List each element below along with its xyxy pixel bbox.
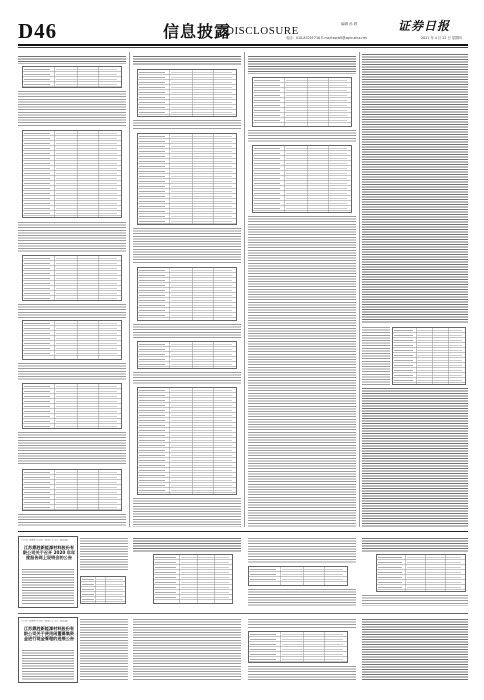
data-table: [22, 130, 122, 218]
column-divider: [129, 52, 130, 527]
text-block: [18, 91, 126, 127]
text-block: [133, 228, 241, 264]
text-block: [248, 538, 356, 564]
column-4: [362, 52, 468, 527]
text-block: [18, 514, 126, 527]
bottom-column-2: [133, 536, 241, 608]
column-2: [133, 52, 241, 527]
data-table: [137, 387, 237, 495]
text-block: [22, 569, 74, 605]
data-table: [22, 320, 122, 360]
section-title-cn: 信息披露: [163, 22, 232, 41]
bottom-column-3b: [248, 617, 356, 683]
bottom-column-2b: [133, 617, 241, 683]
text-block: [362, 388, 468, 527]
notice-code: 证券代码：603876 证券简称：鼎胜新材 公告编号：2021-048: [21, 539, 68, 542]
masthead-rule: [18, 44, 468, 46]
masthead-rule-thin: [18, 47, 468, 48]
text-block: [362, 619, 468, 681]
text-block: [362, 54, 468, 324]
data-table: [392, 327, 466, 385]
data-table: [248, 566, 348, 586]
data-table: [22, 383, 122, 429]
data-table: [22, 469, 122, 511]
data-table: [252, 77, 352, 127]
text-block: [18, 304, 126, 318]
notice-title: 江苏鼎胜新能源材料股份有限公司关于召开 2020 年年度报告网上说明会的公告: [22, 545, 76, 561]
column-1: [18, 52, 126, 527]
text-block: [248, 619, 356, 629]
text-block: [133, 498, 241, 527]
text-block: [133, 619, 241, 681]
bottom-column-3: [248, 536, 356, 608]
notice-box-2: [18, 617, 78, 683]
text-block: [248, 130, 356, 142]
notice-box-1: [18, 536, 78, 608]
data-table: [137, 133, 237, 225]
text-block: [362, 595, 468, 606]
text-block: [133, 538, 241, 552]
newspaper-logo: 证券日报: [398, 19, 451, 33]
text-block: [248, 589, 356, 606]
section-title-en: DISCLOSURE: [226, 25, 299, 37]
column-divider: [244, 52, 245, 527]
notice-code: 证券代码：603876 证券简称：鼎胜新材 公告编号：2021-049: [21, 620, 68, 623]
data-table: [22, 66, 122, 88]
column-3: [248, 52, 356, 527]
text-block: [18, 222, 126, 252]
text-block: [362, 538, 468, 552]
text-block: [133, 372, 241, 384]
section-divider: [18, 613, 468, 614]
text-block: [362, 327, 390, 385]
data-table: [137, 267, 237, 321]
data-table: [376, 554, 466, 592]
contact-line: 电话：010-83251716 E-mail:zqrb9@zqrb.sina.net: [286, 36, 367, 40]
text-block: [133, 324, 241, 338]
text-block: [133, 120, 241, 130]
text-block: [80, 538, 128, 572]
data-table: [80, 576, 126, 604]
text-block: [248, 666, 356, 681]
text-block: [80, 619, 128, 681]
text-block: [133, 56, 241, 66]
text-block: [22, 650, 74, 680]
text-block: [18, 56, 126, 64]
text-block: [248, 56, 356, 74]
editor-credit: 编辑 孙 婷: [341, 22, 358, 26]
notice-title: 江苏鼎胜新能源材料股份有限公司关于使用闲置募集资金进行现金管理的进展公告: [23, 626, 75, 642]
notice-2-body: [80, 617, 128, 683]
issue-date: 2021 年 4 月 22 日 星期四: [421, 36, 462, 40]
section-divider: [18, 531, 468, 532]
data-table: [137, 69, 237, 117]
text-block: [248, 216, 356, 527]
data-table: [252, 145, 352, 213]
notice-1-body: [80, 536, 128, 608]
bottom-column-4: [362, 536, 468, 608]
data-table: [153, 554, 233, 604]
text-block: [18, 363, 126, 381]
page-number: D46: [18, 19, 58, 43]
data-table: [22, 255, 122, 301]
data-table: [137, 341, 237, 369]
bottom-column-4b: [362, 617, 468, 683]
data-table: [248, 631, 348, 663]
column-divider: [359, 52, 360, 527]
text-block: [18, 432, 126, 466]
masthead: [18, 17, 468, 43]
